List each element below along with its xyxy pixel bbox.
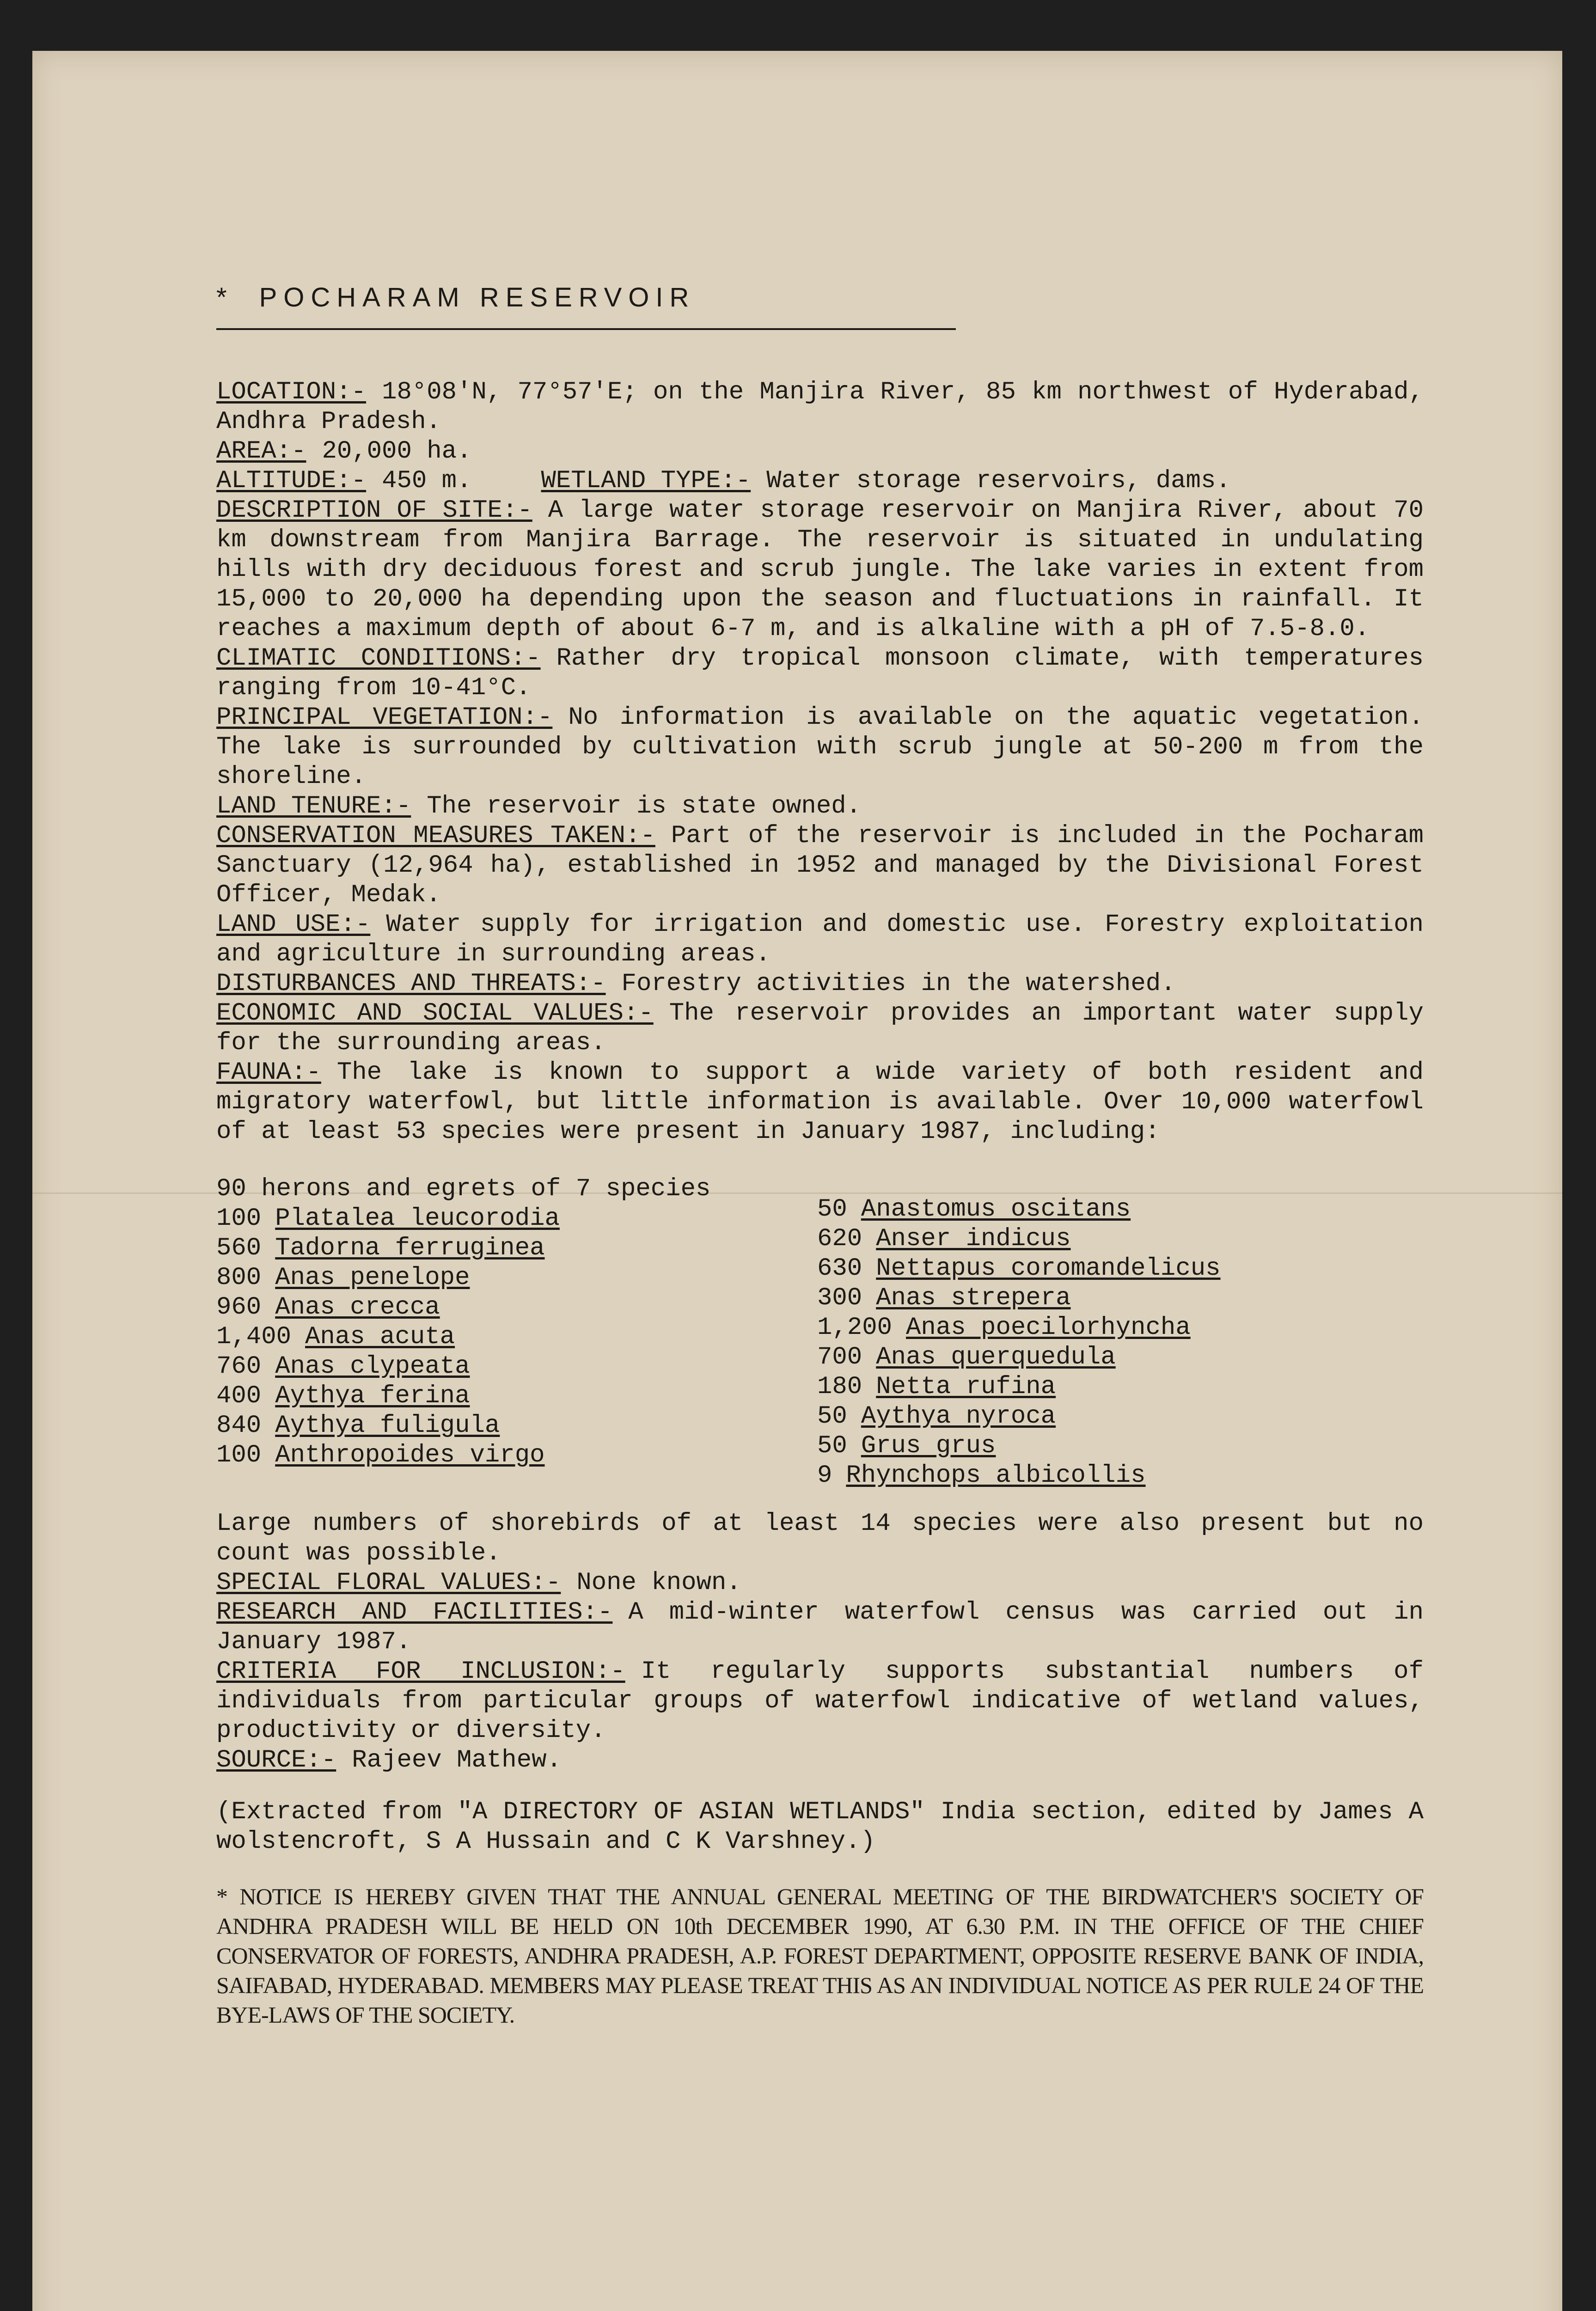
list-item	[817, 1372, 1221, 1402]
floral-label: SPECIAL FLORAL VALUES:-	[216, 1569, 561, 1597]
list-item	[817, 1343, 1221, 1372]
extract-note: (Extracted from "A DIRECTORY OF ASIAN WETLANDS" India section, edited by James A wolstencroft, S A Hussain and C K Varshney.)	[216, 1798, 1424, 1856]
title-asterisk: *	[216, 282, 227, 312]
disturbances-label: DISTURBANCES AND THREATS:-	[216, 970, 606, 998]
list-item	[216, 1234, 710, 1263]
species-count: 50	[817, 1432, 847, 1460]
area-label: AREA:-	[216, 437, 306, 465]
list-item	[817, 1461, 1221, 1491]
criteria-entry	[216, 1657, 1424, 1746]
species-count: 180	[817, 1373, 862, 1401]
source-entry	[216, 1746, 1424, 1775]
species-name: Aythya nyroca	[861, 1402, 1056, 1431]
species-count: 50	[817, 1402, 847, 1431]
disturbances-text: Forestry activities in the watershed.	[621, 970, 1176, 998]
climatic-text: Rather dry tropical monsoon climate, with temperatures ranging from 10-41°C.	[216, 644, 1424, 702]
species-count: 400	[216, 1382, 262, 1410]
location-text: 18°08'N, 77°57'E; on the Manjira River, 85 km northwest of Hyderabad, Andhra Pradesh.	[216, 378, 1424, 436]
floral-text: None known.	[576, 1569, 741, 1597]
site-description	[216, 378, 1424, 1147]
species-count: 800	[216, 1264, 262, 1292]
list-item	[817, 1195, 1221, 1224]
disturbances-entry	[216, 969, 1424, 999]
list-item	[817, 1224, 1221, 1254]
description-text: A large water storage reservoir on Manjira River, about 70 km downstream from Manjira Barrage. The reservoir is situated in undulating hills with dry deciduous forest and scrub jungle. The lake varies in extent from 15,000 to 20,000 ha depending upon the season and fluctuations in rainfall. It reaches a maximum depth of about 6-7 m, and is alkaline with a pH of 7.5-8.0.	[216, 496, 1424, 643]
species-count: 9	[817, 1461, 832, 1490]
species-name: Netta rufina	[876, 1373, 1056, 1401]
land-tenure-entry	[216, 792, 1424, 821]
altitude-label: ALTITUDE:-	[216, 467, 367, 495]
list-item	[817, 1284, 1221, 1313]
climatic-label: CLIMATIC CONDITIONS:-	[216, 644, 541, 673]
site-description-continued	[216, 1509, 1424, 1775]
species-name: Anas clypeata	[275, 1352, 470, 1381]
description-label: DESCRIPTION OF SITE:-	[216, 496, 532, 525]
land-tenure-text: The reservoir is state owned.	[427, 792, 862, 820]
species-name: Grus grus	[861, 1432, 996, 1460]
species-count: 960	[216, 1293, 262, 1321]
list-item	[216, 1352, 710, 1382]
species-name: Anastomus oscitans	[861, 1195, 1131, 1223]
research-label: RESEARCH AND FACILITIES:-	[216, 1598, 613, 1626]
species-count: 100	[216, 1204, 262, 1233]
species-name: Anas crecca	[275, 1293, 440, 1321]
conservation-entry	[216, 821, 1424, 910]
species-count: 620	[817, 1225, 862, 1253]
economic-label: ECONOMIC AND SOCIAL VALUES:-	[216, 999, 654, 1027]
altitude-text: 450 m.	[382, 467, 472, 495]
species-name: Nettapus coromandelicus	[876, 1254, 1221, 1283]
economic-text: The reservoir provides an important water supply for the surrounding areas.	[216, 999, 1424, 1057]
list-item	[216, 1322, 710, 1352]
list-item	[216, 1411, 710, 1441]
species-list	[216, 1174, 1424, 1489]
species-name: Rhynchops albicollis	[846, 1461, 1146, 1490]
list-item	[817, 1402, 1221, 1431]
description-entry	[216, 496, 1424, 644]
criteria-text: It regularly supports substantial numbers of individuals from particular groups of waterfowl indicative of wetland values, productivity or diversity.	[216, 1657, 1424, 1745]
title-text: POCHARAM RESERVOIR	[259, 282, 696, 312]
climatic-entry	[216, 644, 1424, 703]
vegetation-label: PRINCIPAL VEGETATION:-	[216, 703, 553, 732]
source-label: SOURCE:-	[216, 1746, 336, 1774]
list-item	[817, 1254, 1221, 1284]
list-item	[817, 1431, 1221, 1461]
species-name: Anser indicus	[876, 1225, 1071, 1253]
criteria-label: CRITERIA FOR INCLUSION:-	[216, 1657, 625, 1686]
species-name: Anas poecilorhyncha	[906, 1314, 1191, 1342]
species-name: Tadorna ferruginea	[275, 1234, 545, 1262]
fauna-text: The lake is known to support a wide variety of both resident and migratory waterfowl, but little information is available. Over 10,000 waterfowl of at least 53 species were present in January 1987, including:	[216, 1058, 1424, 1146]
vegetation-entry	[216, 703, 1424, 792]
species-name: Anas querquedula	[876, 1343, 1116, 1371]
species-name: Platalea leucorodia	[275, 1204, 560, 1233]
list-item	[216, 1293, 710, 1322]
species-count: 1,200	[817, 1314, 893, 1342]
altitude-entry	[216, 466, 1424, 496]
conservation-label: CONSERVATION MEASURES TAKEN:-	[216, 822, 655, 850]
species-count: 630	[817, 1254, 862, 1283]
species-count: 300	[817, 1284, 862, 1312]
list-item	[216, 1204, 710, 1234]
list-item	[216, 1441, 710, 1470]
land-use-text: Water supply for irrigation and domestic use. Forestry exploitation and agriculture in surrounding areas.	[216, 911, 1424, 968]
area-entry	[216, 437, 1424, 466]
fauna-label: FAUNA:-	[216, 1058, 321, 1087]
land-use-label: LAND USE:-	[216, 911, 371, 939]
document-content	[216, 282, 1424, 2030]
species-name: Anas penelope	[275, 1264, 470, 1292]
land-tenure-label: LAND TENURE:-	[216, 792, 411, 820]
source-text: Rajeev Mathew.	[352, 1746, 562, 1774]
research-text: A mid-winter waterfowl census was carried out in January 1987.	[216, 1598, 1424, 1656]
list-item	[216, 1263, 710, 1293]
species-name: Aythya ferina	[275, 1382, 470, 1410]
economic-entry	[216, 999, 1424, 1058]
land-use-entry	[216, 910, 1424, 969]
species-count: 760	[216, 1352, 262, 1381]
species-count: 560	[216, 1234, 262, 1262]
species-left-header: 90 herons and egrets of 7 species	[216, 1175, 711, 1203]
floral-entry	[216, 1568, 1424, 1598]
species-name: Anas acuta	[305, 1323, 455, 1351]
species-column-right	[817, 1195, 1221, 1491]
location-entry	[216, 378, 1424, 437]
vegetation-text: No information is available on the aquatic vegetation. The lake is surrounded by cultivation with scrub jungle at 50-200 m from the shoreline.	[216, 703, 1424, 791]
species-name: Anthropoides virgo	[275, 1441, 545, 1469]
species-count: 700	[817, 1343, 862, 1371]
title-underline	[216, 328, 956, 330]
species-count: 1,400	[216, 1323, 292, 1351]
research-entry	[216, 1598, 1424, 1657]
conservation-text: Part of the reservoir is included in the Pocharam Sanctuary (12,964 ha), established in 1952 and managed by the Divisional Forest Officer, Medak.	[216, 822, 1424, 909]
shorebirds-text: Large numbers of shorebirds of at least 14 species were also present but no count was possible.	[216, 1510, 1424, 1567]
list-item	[817, 1313, 1221, 1343]
species-count: 100	[216, 1441, 262, 1469]
species-name: Aythya fuligula	[275, 1412, 500, 1440]
list-item	[216, 1382, 710, 1411]
page-title	[216, 282, 1424, 313]
species-name: Anas strepera	[876, 1284, 1071, 1312]
fauna-entry	[216, 1058, 1424, 1147]
species-count: 50	[817, 1195, 847, 1223]
species-count: 840	[216, 1412, 262, 1440]
paper-sheet	[32, 51, 1562, 2311]
agm-notice: * NOTICE IS HEREBY GIVEN THAT THE ANNUAL GENERAL MEETING OF THE BIRDWATCHER'S SOCIETY OF ANDHRA PRADESH WILL BE HELD ON 10th DECEMBER 1990, AT 6.30 P.M. IN THE OFFICE OF THE CHIEF CONSERVATOR OF FORESTS, ANDHRA PRADESH, A.P. FOREST DEPARTMENT, OPPOSITE RESERVE BANK OF INDIA, SAIFABAD, HYDERABAD. MEMBERS MAY PLEASE TREAT THIS AS AN INDIVIDUAL NOTICE AS PER RULE 24 OF THE BYE-LAWS OF THE SOCIETY.	[216, 1883, 1424, 2028]
wetland-type-text: Water storage reservoirs, dams.	[766, 467, 1231, 495]
location-label: LOCATION:-	[216, 378, 367, 406]
species-column-left	[216, 1174, 710, 1470]
area-text: 20,000 ha.	[322, 437, 472, 465]
wetland-type-label: WETLAND TYPE:-	[541, 467, 751, 495]
